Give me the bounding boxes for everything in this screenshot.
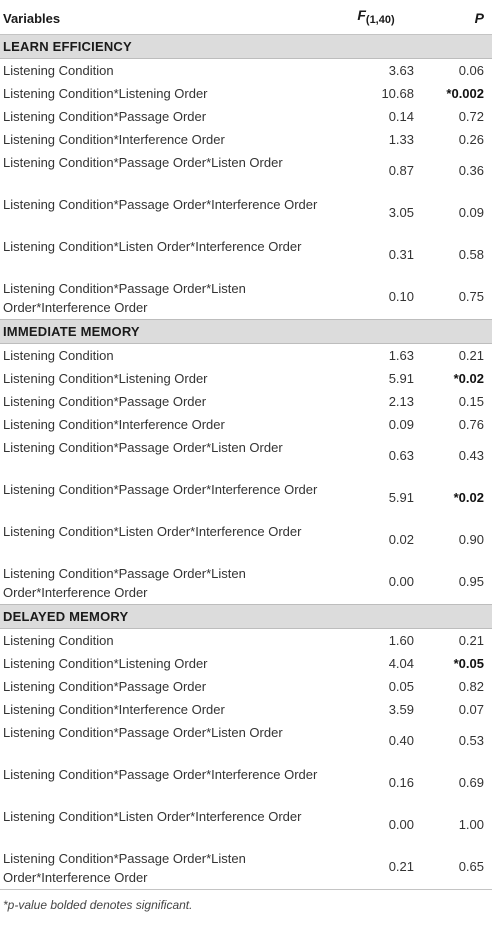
table-row (0, 805, 492, 847)
f-value-cell: 0.40 (388, 733, 414, 748)
p-value-cell: 0.95 (458, 574, 484, 589)
variable-cell: Listening Condition*Listen Order*Interference Order (3, 239, 302, 254)
variable-cell: Listening Condition*Interference Order (3, 132, 225, 147)
variable-cell: Listening Condition*Passage Order*Listen Order (3, 440, 283, 455)
table-row (0, 235, 492, 277)
table-row (0, 652, 492, 675)
f-value-cell: 0.14 (388, 109, 414, 124)
f-value-cell: 5.91 (388, 490, 414, 505)
f-value-cell: 3.59 (388, 702, 414, 717)
section-header-row (0, 35, 492, 59)
f-value-cell: 0.02 (388, 532, 414, 547)
f-value-cell: 0.63 (388, 448, 414, 463)
table-row (0, 721, 492, 763)
p-value-cell: 0.69 (458, 775, 484, 790)
f-value-cell: 1.63 (388, 348, 414, 363)
table-row (0, 478, 492, 520)
section-title: DELAYED MEMORY (0, 605, 492, 629)
p-value-cell: 0.76 (458, 417, 484, 432)
f-value-cell: 3.63 (388, 63, 414, 78)
variable-cell: Listening Condition (3, 633, 114, 648)
table-row (0, 390, 492, 413)
table-row (0, 413, 492, 436)
table-row (0, 629, 492, 653)
p-value-cell: 0.09 (458, 205, 484, 220)
anova-table (0, 2, 492, 915)
f-degrees-of-freedom: (1,40) (365, 14, 395, 26)
table-row (0, 151, 492, 193)
table-row (0, 105, 492, 128)
p-value-cell: 0.15 (458, 394, 484, 409)
p-value-cell: *0.05 (453, 656, 484, 671)
p-value-cell: *0.02 (453, 371, 484, 386)
variable-cell: Listening Condition*Passage Order*Listen Order*Interference Order (3, 566, 246, 600)
table-body (0, 35, 492, 916)
p-value-cell: 0.21 (458, 348, 484, 363)
p-value-cell: *0.002 (446, 86, 484, 101)
p-value-cell: 0.06 (458, 63, 484, 78)
header-variables: Variables (0, 2, 330, 35)
table-row (0, 277, 492, 320)
variable-cell: Listening Condition*Passage Order*Interference Order (3, 482, 318, 497)
variable-cell: Listening Condition*Passage Order*Interference Order (3, 197, 318, 212)
f-value-cell: 0.21 (388, 859, 414, 874)
variable-cell: Listening Condition*Passage Order*Interference Order (3, 767, 318, 782)
section-title: IMMEDIATE MEMORY (0, 320, 492, 344)
variable-cell: Listening Condition*Interference Order (3, 417, 225, 432)
table-row (0, 562, 492, 605)
table-row (0, 59, 492, 83)
f-value-cell: 2.13 (388, 394, 414, 409)
p-value-cell: 1.00 (458, 817, 484, 832)
p-value-cell: 0.75 (458, 289, 484, 304)
variable-cell: Listening Condition*Passage Order (3, 109, 207, 124)
variable-cell: Listening Condition (3, 348, 114, 363)
variable-cell: Listening Condition*Listen Order*Interference Order (3, 809, 302, 824)
f-value-cell: 4.04 (388, 656, 414, 671)
f-value-cell: 0.87 (388, 163, 414, 178)
header-f-statistic (330, 2, 422, 35)
p-value-cell: 0.58 (458, 247, 484, 262)
variable-cell: Listening Condition*Listen Order*Interference Order (3, 524, 302, 539)
f-value-cell: 0.16 (388, 775, 414, 790)
f-value-cell: 0.00 (388, 574, 414, 589)
variable-cell: Listening Condition*Passage Order*Listen Order (3, 725, 283, 740)
table-row (0, 763, 492, 805)
p-value-cell: 0.82 (458, 679, 484, 694)
p-value-cell: 0.72 (458, 109, 484, 124)
table-row (0, 193, 492, 235)
p-value-cell: 0.26 (458, 132, 484, 147)
f-value-cell: 3.05 (388, 205, 414, 220)
table-row (0, 367, 492, 390)
f-value-cell: 1.33 (388, 132, 414, 147)
f-value-cell: 0.09 (388, 417, 414, 432)
p-value-cell: 0.07 (458, 702, 484, 717)
variable-cell: Listening Condition (3, 63, 114, 78)
table-row (0, 344, 492, 368)
footnote: *p-value bolded denotes significant. (0, 890, 492, 916)
variable-cell: Listening Condition*Listening Order (3, 371, 208, 386)
f-value-cell: 10.68 (381, 86, 414, 101)
p-value-cell: 0.21 (458, 633, 484, 648)
f-value-cell: 0.00 (388, 817, 414, 832)
f-value-cell: 0.31 (388, 247, 414, 262)
f-value-cell: 5.91 (388, 371, 414, 386)
p-value-cell: 0.90 (458, 532, 484, 547)
variable-cell: Listening Condition*Passage Order*Listen Order (3, 155, 283, 170)
table-row (0, 128, 492, 151)
variable-cell: Listening Condition*Passage Order*Listen Order*Interference Order (3, 281, 246, 315)
f-value-cell: 0.05 (388, 679, 414, 694)
section-title: LEARN EFFICIENCY (0, 35, 492, 59)
f-symbol: F (357, 7, 366, 23)
p-value-cell: 0.43 (458, 448, 484, 463)
variable-cell: Listening Condition*Passage Order (3, 394, 207, 409)
table-row (0, 847, 492, 890)
table-row (0, 698, 492, 721)
section-header-row (0, 320, 492, 344)
table-header (0, 2, 492, 35)
p-value-cell: 0.65 (458, 859, 484, 874)
table-row (0, 520, 492, 562)
variable-cell: Listening Condition*Listening Order (3, 656, 208, 671)
table-row (0, 675, 492, 698)
section-header-row (0, 605, 492, 629)
f-value-cell: 1.60 (388, 633, 414, 648)
footnote-row (0, 890, 492, 916)
variable-cell: Listening Condition*Interference Order (3, 702, 225, 717)
variable-cell: Listening Condition*Passage Order (3, 679, 207, 694)
p-value-cell: 0.36 (458, 163, 484, 178)
variable-cell: Listening Condition*Listening Order (3, 86, 208, 101)
p-value-cell: *0.02 (453, 490, 484, 505)
f-value-cell: 0.10 (388, 289, 414, 304)
table-row (0, 82, 492, 105)
variable-cell: Listening Condition*Passage Order*Listen Order*Interference Order (3, 851, 246, 885)
header-p-value: P (422, 2, 492, 35)
p-value-cell: 0.53 (458, 733, 484, 748)
table-row (0, 436, 492, 478)
